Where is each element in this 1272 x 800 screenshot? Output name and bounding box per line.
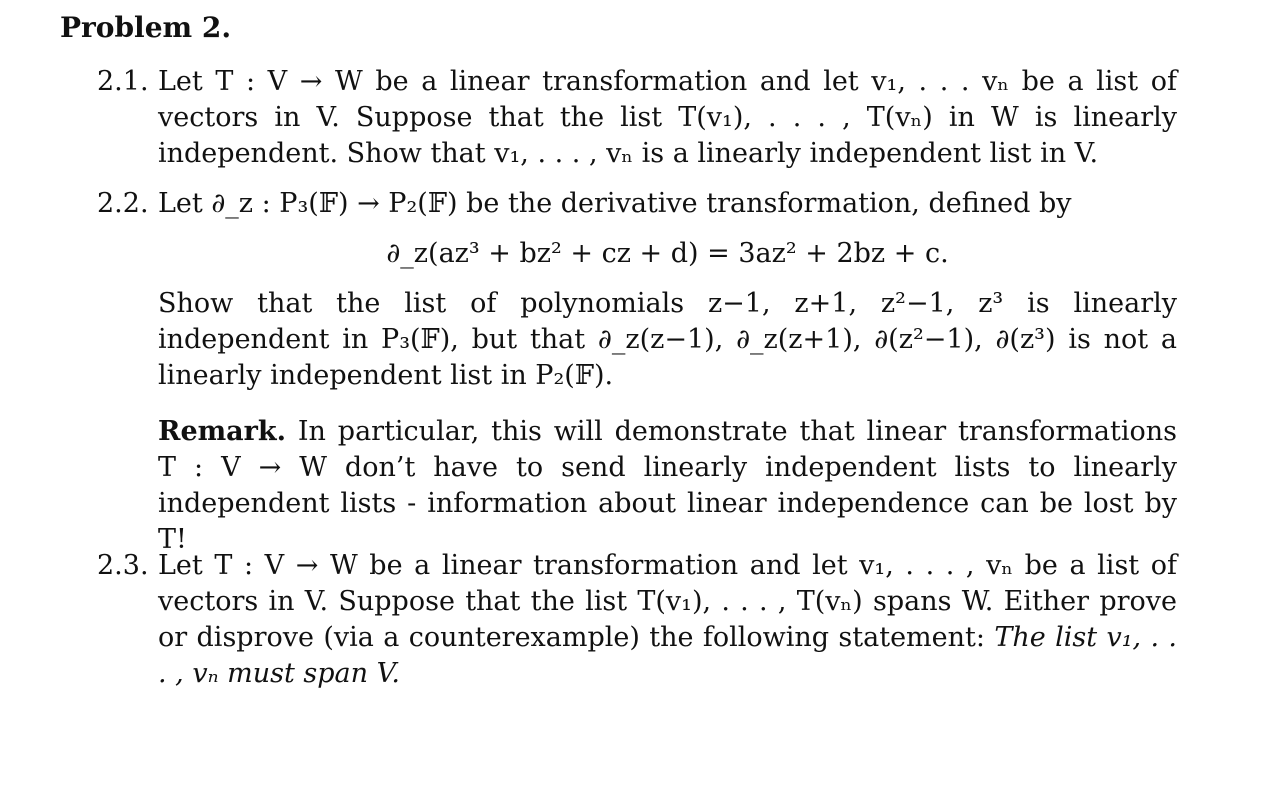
remark: [158, 414, 1177, 558]
part-text: Show that the list of polynomials z−1, z+1, z²−1, z³ is linearly independent in P₃(𝔽), but that ∂_z(z−1), ∂_z(z+1), ∂(z²−1), ∂(z³) is not a linearly independent list in P₂(𝔽).: [158, 288, 1177, 391]
part-text: Let T : V → W be a linear transformation and let v₁, . . . , vₙ be a list of vectors in V. Suppose that the list T(v₁), . . . , T(vₙ) spans W. Either prove or disprove (via a counterexample) the following statement:: [158, 550, 1177, 653]
derivative-equation: ∂_z(az³ + bz² + cz + d) = 3az² + 2bz + c.: [386, 238, 949, 269]
problem-part-2-3: [97, 548, 1177, 692]
part-number: 2.1.: [97, 66, 149, 97]
problem-heading: Problem 2.: [60, 11, 232, 44]
problem-part-2-1: [97, 64, 1177, 172]
remark-label: Remark.: [158, 416, 287, 447]
part-number: 2.2.: [97, 188, 149, 219]
part-text: Let T : V → W be a linear transformation and let v₁, . . . vₙ be a list of vectors in V. Suppose that the list T(v₁), . . . , T(vₙ) in W is linearly independent. Show that v₁, . . . , vₙ is a linearly independent list in V.: [158, 66, 1177, 169]
statement: The list v₁, . . . , vₙ must span V.: [158, 622, 1177, 689]
problem-part-2-2: [97, 186, 1177, 558]
part-intro: Let ∂_z : P₃(𝔽) → P₂(𝔽) be the derivative transformation, defined by: [158, 188, 1072, 219]
part-number: 2.3.: [97, 550, 149, 581]
remark-text: In particular, this will demonstrate that linear transformations T : V → W don’t have to send linearly independent lists to linearly independent lists - information about linear independence can be lost by T!: [158, 416, 1177, 555]
